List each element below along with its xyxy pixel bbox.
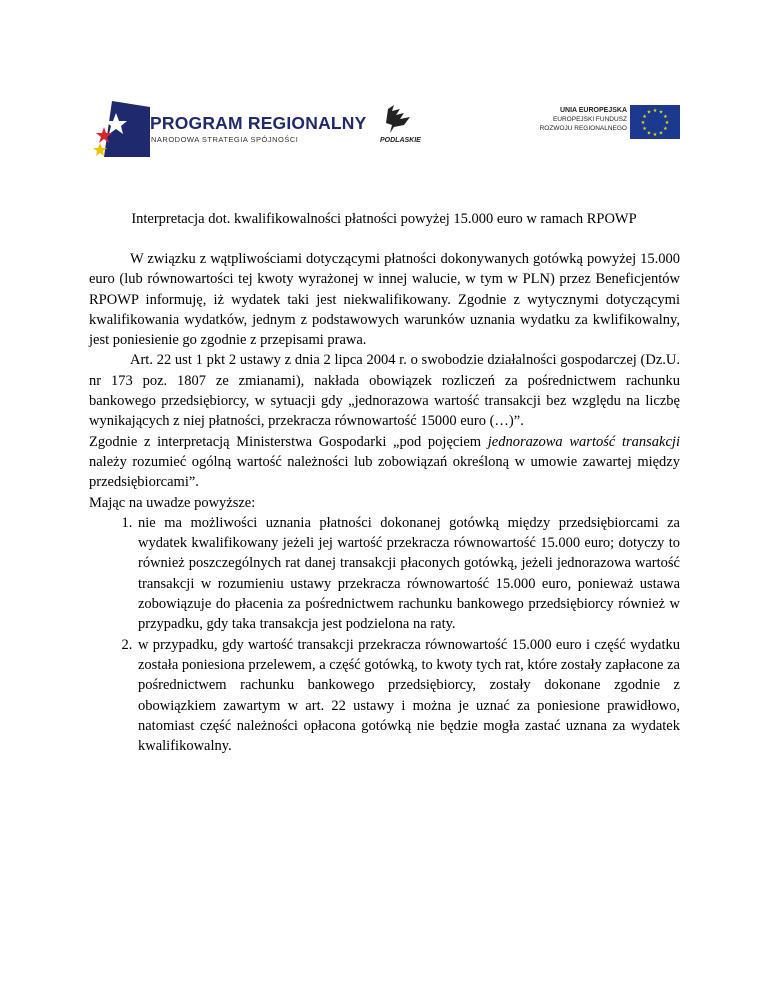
eu-flag-icon	[630, 105, 680, 139]
svg-text:★: ★	[652, 132, 658, 138]
list-item: 2. w przypadku, gdy wartość transakcji przekracza równowartość 15.000 euro i część wydatku została poniesiona przelewem, a część gotówką, to kwoty tych rat, które zostały zapłacone za pośrednictwem rachunku bankowego przedsiębiorcy, zostały dokonane zgodnie z obowiązkiem zawartym w art. 22 ustawy i można je uznać za poniesione prawidłowo, natomiast część należności opłacona gotówką nie będzie mogła zastać uznana za wydatek kwalifikowalny.	[136, 635, 680, 757]
numbered-list	[89, 513, 680, 757]
document-body	[89, 249, 680, 756]
paragraph-1: W związku z wątpliwościami dotyczącymi płatności dokonywanych gotówką powyżej 15.000 euro (lub równowartości tej kwoty wyrażonej w innej walucie, w tym w PLN) przez Beneficjentów RPOWP informuję, iż wydatek taki jest niekwalifikowany. Zgodnie z wytycznymi dotyczącymi kwalifikowania wydatków, jednym z podstawowych warunków uznania wydatku za kwlifikowalny, jest poniesienie go zgodnie z przepisami prawa.	[89, 251, 680, 349]
list-item: 1. nie ma możliwości uznania płatności dokonanej gotówką między przedsiębiorcami za wydatek kwalifikowany jeżeli jej wartość przekracza równowartość 15.000 euro; dotyczy to również poszczególnych rat danej transakcji płaconych gotówką, jeżeli jednorazowa wartość transakcji w rozumieniu ustawy przekracza równowartość 15.000 euro, ponieważ ustawa zobowiązuje do płacenia za pośrednictwem rachunku bankowego przedsiębiorcy również w przypadku, gdy taka transakcja jest podzielona na raty.	[136, 513, 680, 635]
svg-text:★: ★	[658, 130, 664, 137]
eu-line-2: EUROPEJSKI FUNDUSZ	[552, 116, 627, 123]
paragraph-3	[89, 432, 680, 493]
program-title: PROGRAM REGIONALNY	[150, 113, 367, 133]
svg-text:★: ★	[646, 109, 652, 116]
eu-caption	[540, 106, 627, 133]
svg-text:★: ★	[663, 114, 668, 120]
paragraph-3-italic: jednorazowa wartość transakcji	[487, 433, 680, 450]
svg-text:★: ★	[652, 108, 658, 114]
eu-line-1: UNIA EUROPEJSKA	[559, 107, 627, 114]
svg-text:★: ★	[640, 120, 646, 126]
paragraph-3-end: należy rozumieć ogólną wartość należności lub zobowiązań określoną w umowie zawartej między przedsiębiorcami”.	[89, 453, 680, 491]
paragraph-3-start: Zgodnie z interpretacją Ministerstwa Gospodarki „pod pojęciem	[89, 433, 488, 450]
podlaskie-logo	[380, 101, 420, 157]
svg-text:★: ★	[663, 126, 668, 132]
svg-text:★: ★	[664, 120, 670, 126]
eu-logo	[520, 105, 680, 145]
paragraph-4: Mając na uwadze powyższe:	[89, 494, 256, 511]
svg-text:★: ★	[646, 130, 652, 137]
document-title: Interpretacja dot. kwalifikowalności płatności powyżej 15.000 euro w ramach RPOWP	[131, 211, 637, 227]
bison-icon	[380, 101, 420, 137]
svg-text:★: ★	[658, 109, 664, 116]
paragraph-2: Art. 22 ust 1 pkt 2 ustawy z dnia 2 lipca 2004 r. o swobodzie działalności gospodarczej (Dz.U. nr 173 poz. 1807 ze zmianami), nakłada obowiązek rozliczeń za pośrednictwem rachunku bankowego przedsiębiorcy, w sytuacji gdy „jednorazowa wartość transakcji bez względu na liczbę wynikających z niej płatności, przekracza równowartość 15000 euro (…)”.	[89, 352, 680, 430]
header-logos	[0, 95, 768, 165]
program-regionalny-logo	[90, 99, 367, 159]
svg-text:★: ★	[642, 126, 647, 132]
program-star-icon	[90, 99, 150, 159]
program-subtitle: NARODOWA STRATEGIA SPÓJNOŚCI	[151, 135, 299, 144]
eu-line-3: ROZWOJU REGIONALNEGO	[539, 125, 627, 132]
svg-text:★: ★	[642, 114, 647, 120]
region-name: PODLASKIE	[380, 137, 421, 144]
